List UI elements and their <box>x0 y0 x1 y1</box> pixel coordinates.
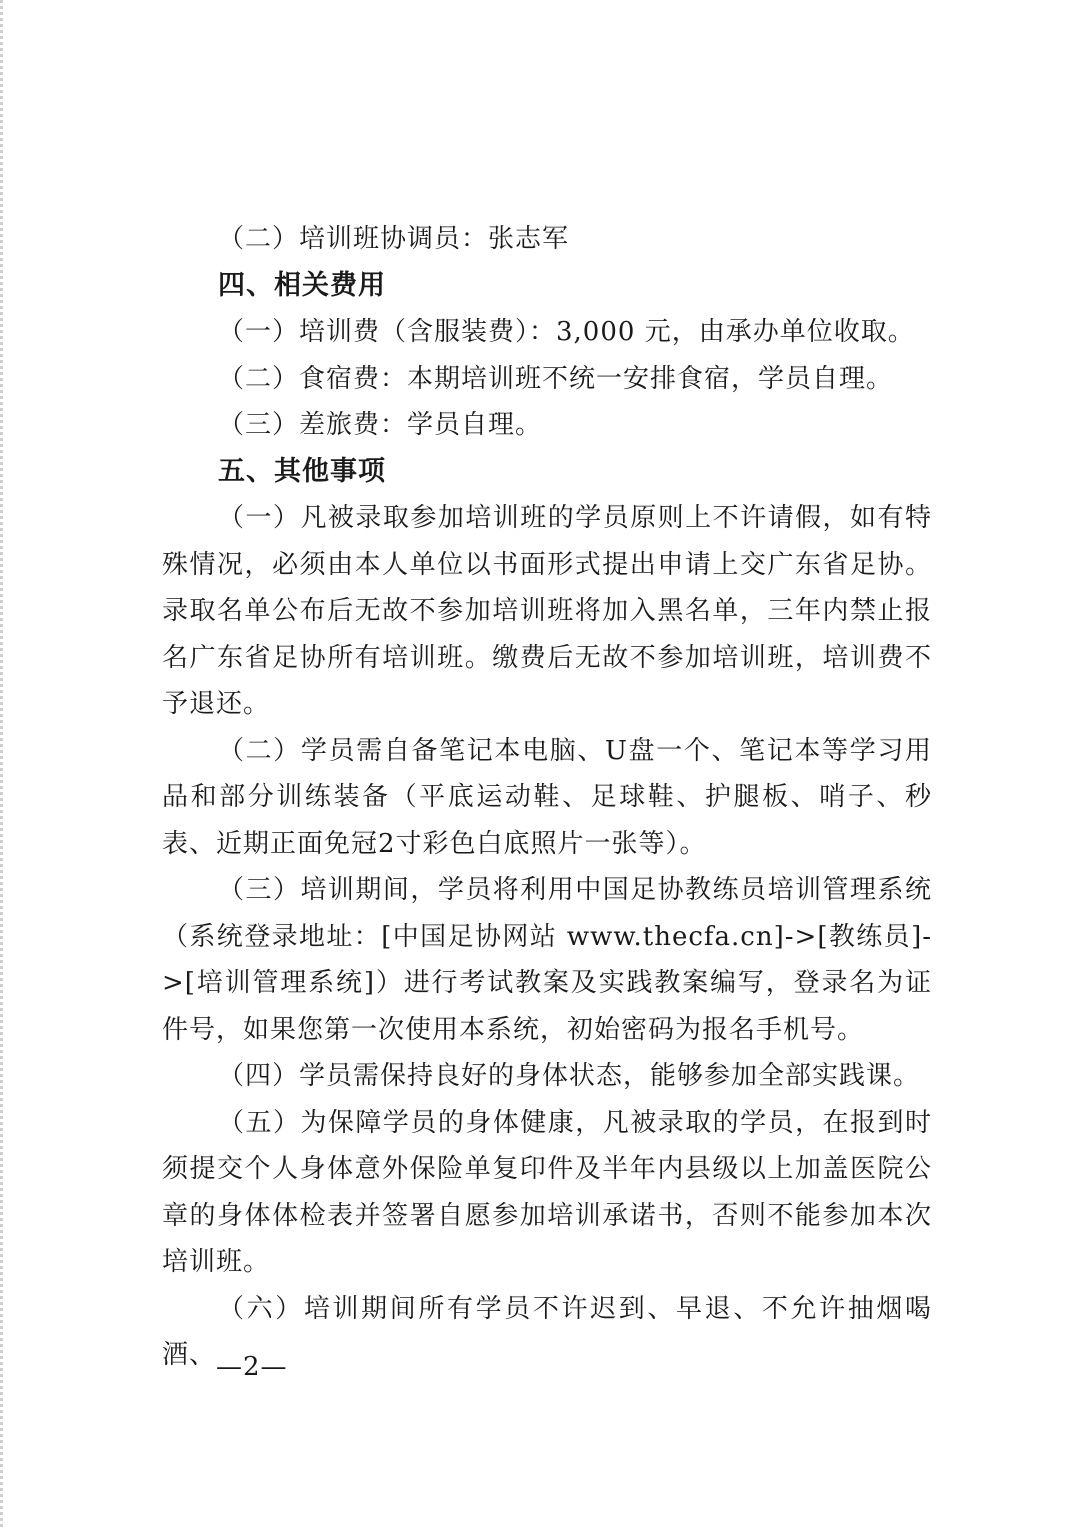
paragraph-travel-fee: （三）差旅费：学员自理。 <box>218 410 543 440</box>
paragraph-board-lodging-fee: （二）食宿费：本期培训班不统一安排食宿，学员自理。 <box>218 363 894 394</box>
paragraph-discipline: （六）培训期间所有学员不许迟到、早退、不允许抽烟喝酒、 <box>162 1293 932 1370</box>
paragraph-equipment: （二）学员需自备笔记本电脑、U盘一个、笔记本等学习用品和部分训练装备（平底运动鞋、足球鞋、护腿板、哨子、秒表、近期正面免冠2寸彩色白底照片一张等）。 <box>162 735 932 859</box>
paragraph-coordinator: （二）培训班协调员：张志军 <box>218 224 570 254</box>
paragraph-physical-condition: （四）学员需保持良好的身体状态，能够参加全部实践课。 <box>218 1061 921 1091</box>
page-number: —2— <box>216 1352 288 1382</box>
paragraph-insurance-health-check: （五）为保障学员的身体健康，凡被录取的学员，在报到时须提交个人身体意外保险单复印件及半年内县级以上加盖医院公章的身体体检表并签署自愿参加培训承诺书，否则不能参加本次培训班。 <box>162 1107 932 1277</box>
document-body <box>162 216 932 1379</box>
paragraph-leave-policy: （一）凡被录取参加培训班的学员原则上不许请假，如有特殊情况，必须由本人单位以书面形式提出申请上交广东省足协。录取名单公布后无故不参加培训班将加入黑名单，三年内禁止报名广东省足协所有培训班。缴费后无故不参加培训班，培训费不予退还。 <box>162 503 932 719</box>
paragraph-training-fee: （一）培训费（含服装费）：3,000 元，由承办单位收取。 <box>218 317 915 347</box>
paragraph-management-system: （三）培训期间，学员将利用中国足协教练员培训管理系统（系统登录地址：[中国足协网站 www.thecfa.cn]->[教练员]->[培训管理系统]）进行考试教案及实践教案编写，登录名为证件号，如果您第一次使用本系统，初始密码为报名手机号。 <box>162 875 932 1045</box>
heading-other-matters: 五、其他事项 <box>218 455 386 487</box>
heading-related-fees: 四、相关费用 <box>218 269 386 301</box>
scan-edge-decoration <box>0 0 3 1527</box>
